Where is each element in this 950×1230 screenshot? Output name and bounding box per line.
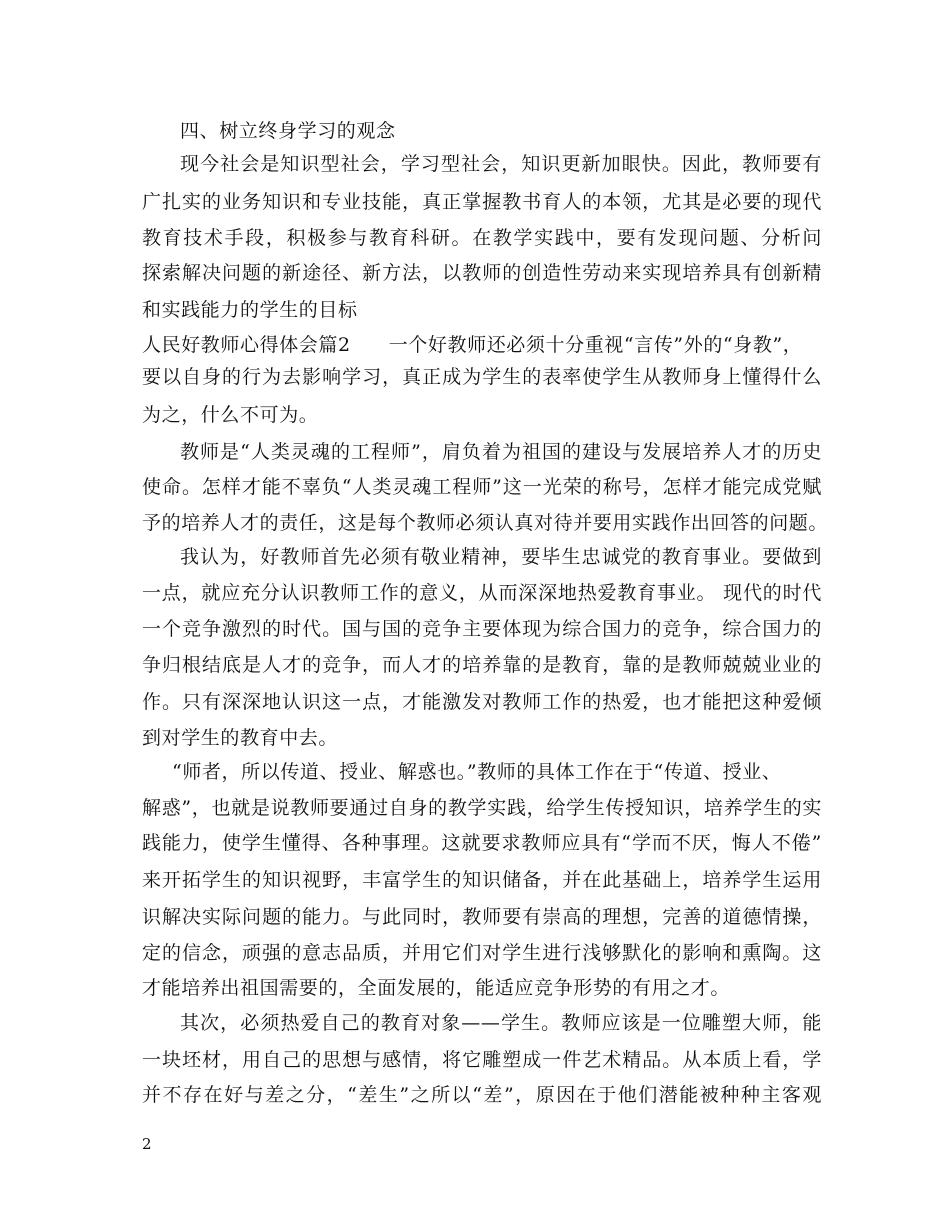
- text-line: 识解决实际问题的能力。与此同时，教师要有崇高的理想，完善的道德情操，: [142, 906, 822, 928]
- text-line: 要以自身的行为去影响学习，真正成为学生的表率使学生从教师身上懂得什么: [142, 366, 822, 388]
- text-line: 教育技术手段，积极参与教育科研。在教学实践中，要有发现问题、分析问: [142, 227, 822, 249]
- text-line: 作。只有深深地认识这一点，才能激发对教师工作的热爱，也才能把这种爱倾: [142, 691, 822, 713]
- text-line: 争归根结底是人才的竞争，而人才的培养靠的是教育，靠的是教师兢兢业业的: [142, 654, 822, 676]
- text-segment: 一个好教师还必须十分重视“言传”外的“身教”，: [388, 334, 803, 356]
- text-line: 到对学生的教育中去。: [142, 727, 339, 749]
- text-line: 现今社会是知识型社会，学习型社会，知识更新加眼快。因此，教师要有: [180, 153, 822, 175]
- text-line: 一块坯材，用自己的思想与感情，将它雕塑成一件艺术精品。从本质上看，学: [142, 1049, 822, 1071]
- text-line: 使命。怎样才能不辜负“人类灵魂工程师”这一光荣的称号，怎样才能完成党赋: [142, 476, 822, 498]
- text-line: 教师是“人类灵魂的工程师”，肩负着为祖国的建设与发展培养人才的历史: [180, 441, 822, 463]
- text-line: 践能力，使学生懂得、各种事理。这就要求教师应具有“学而不厌，悔人不倦”: [142, 832, 822, 854]
- text-line: 和实践能力的学生的目标: [142, 299, 358, 321]
- article-title: 人民好教师心得体会篇2: [142, 334, 351, 356]
- text-line: 解惑”，也就是说教师要通过自身的教学实践，给学生传授知识，培养学生的实: [142, 797, 822, 819]
- text-line: “师者，所以传道、授业、解惑也。”教师的具体工作在于“传道、授业、: [172, 761, 782, 783]
- text-line: 一点，就应充分认识教师工作的意义，从而深深地热爱教育事业。 现代的时代: [142, 582, 822, 604]
- text-line: 才能培养出祖国需要的，全面发展的，能适应竞争形势的有用之才。: [142, 977, 731, 999]
- page-number: 2: [142, 1135, 152, 1153]
- text-line: 探索解决问题的新途径、新方法，以教师的创造性劳动来实现培养具有创新精: [142, 262, 822, 284]
- text-line: [142, 333, 822, 357]
- section-heading: 四、树立终身学习的观念: [180, 120, 396, 142]
- text-line: 为之，什么不可为。: [142, 404, 319, 426]
- text-line: 予的培养人才的责任，这是每个教师必须认真对待并要用实践作出回答的问题。: [142, 512, 829, 534]
- text-line: 广扎实的业务知识和专业技能，真正掌握教书育人的本领，尤其是必要的现代: [142, 191, 822, 213]
- text-line: 并不存在好与差之分，“差生”之所以“差”，原因在于他们潜能被种种主客观: [142, 1084, 822, 1106]
- text-line: 来开拓学生的知识视野，丰富学生的知识储备，并在此基础上，培养学生运用: [142, 869, 822, 891]
- text-line: 我认为，好教师首先必须有敬业精神，要毕生忠诚党的教育事业。要做到: [180, 546, 822, 568]
- text-line: 其次，必须热爱自己的教育对象——学生。教师应该是一位雕塑大师，能: [180, 1012, 822, 1034]
- text-line: 定的信念，顽强的意志品质，并用它们对学生进行浅够默化的影响和熏陶。这: [142, 942, 822, 964]
- text-line: 一个竞争激烈的时代。国与国的竞争主要体现为综合国力的竞争，综合国力的: [142, 618, 822, 640]
